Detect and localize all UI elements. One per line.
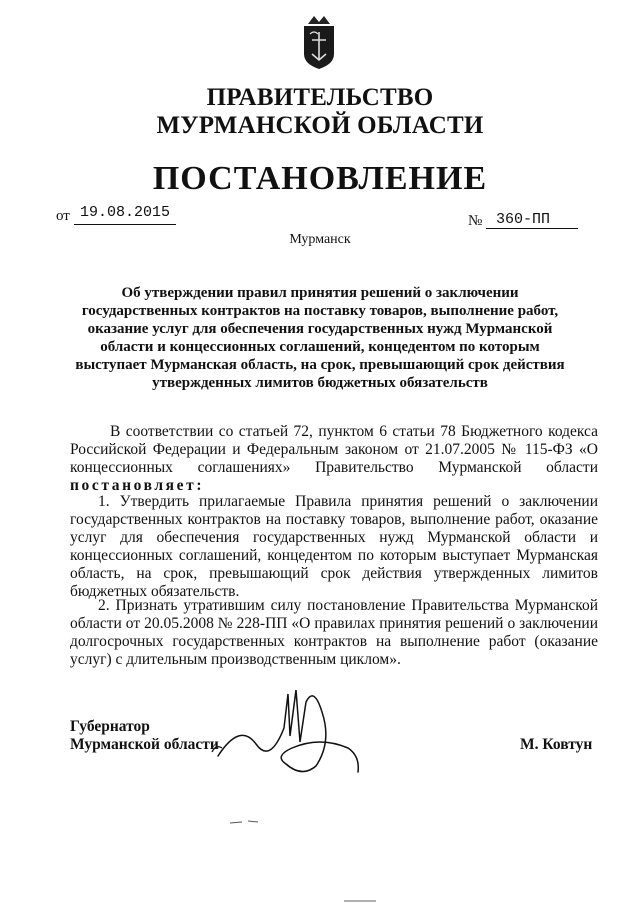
preamble-text: В соответствии со статьей 72, пунктом 6 статьи 78 Бюджетного кодекса Российской Федерации и Федеральным законом от 21.07.2005 № 115-ФЗ «О концессионных соглашениях» Правительство Мурманской области [70, 423, 598, 476]
handwritten-signature [210, 682, 370, 782]
coat-of-arms-icon [300, 10, 338, 70]
number-underline [486, 228, 578, 229]
document-subject: Об утверждении правил принятия решений о заключении государственных контрактов на поставку товаров, выполнение работ, оказание услуг для обеспечения государственных нужд Мурманской области и концессионных соглашений, концедентом по которым выступает Мурманская область, на срок, превышающий срок действия утвержденных лимитов бюджетных обязательств [75, 285, 565, 391]
date-prefix: от [56, 208, 70, 224]
document-type: ПОСТАНОВЛЕНИЕ [152, 160, 488, 197]
item-1-paragraph: 1. Утвердить прилагаемые Правила принятия решений о заключении государственных контрактов на поставку товаров, выполнение работ, оказание услуг для обеспечения государственных нужд Мурманской области и концессионных соглашений, концедентом по которым выступает Мурманская область, на срок, превышающий срок действия утвержденных лимитов бюджетных обязательств. [70, 493, 598, 600]
signatory-title-line-1: Губернатор [70, 718, 150, 735]
number-prefix: № [468, 213, 483, 229]
signatory-name: М. Ковтун [520, 736, 593, 753]
document-date: 19.08.2015 [80, 204, 171, 221]
org-line-2: МУРМАНСКОЙ ОБЛАСТИ [156, 112, 484, 139]
date-underline [74, 224, 176, 225]
resolve-word: постановляет: [70, 477, 205, 494]
document-number: 360-ПП [496, 211, 551, 228]
organization-name [0, 84, 640, 140]
scan-mark [228, 818, 268, 826]
org-line-1: ПРАВИТЕЛЬСТВО [206, 84, 434, 111]
item-2-paragraph: 2. Признать утратившим силу постановление Правительства Мурманской области от 20.05.2008 № 228-ПП «О правилах принятия решений о заключении долгосрочных государственных контрактов на выполнение работ (оказание услуг) с длительным производственным циклом». [70, 597, 598, 668]
preamble-paragraph [70, 423, 598, 495]
signatory-title-line-2: Мурманской области [70, 736, 219, 753]
scan-mark-bottom [340, 898, 380, 904]
city: Мурманск [289, 232, 351, 247]
